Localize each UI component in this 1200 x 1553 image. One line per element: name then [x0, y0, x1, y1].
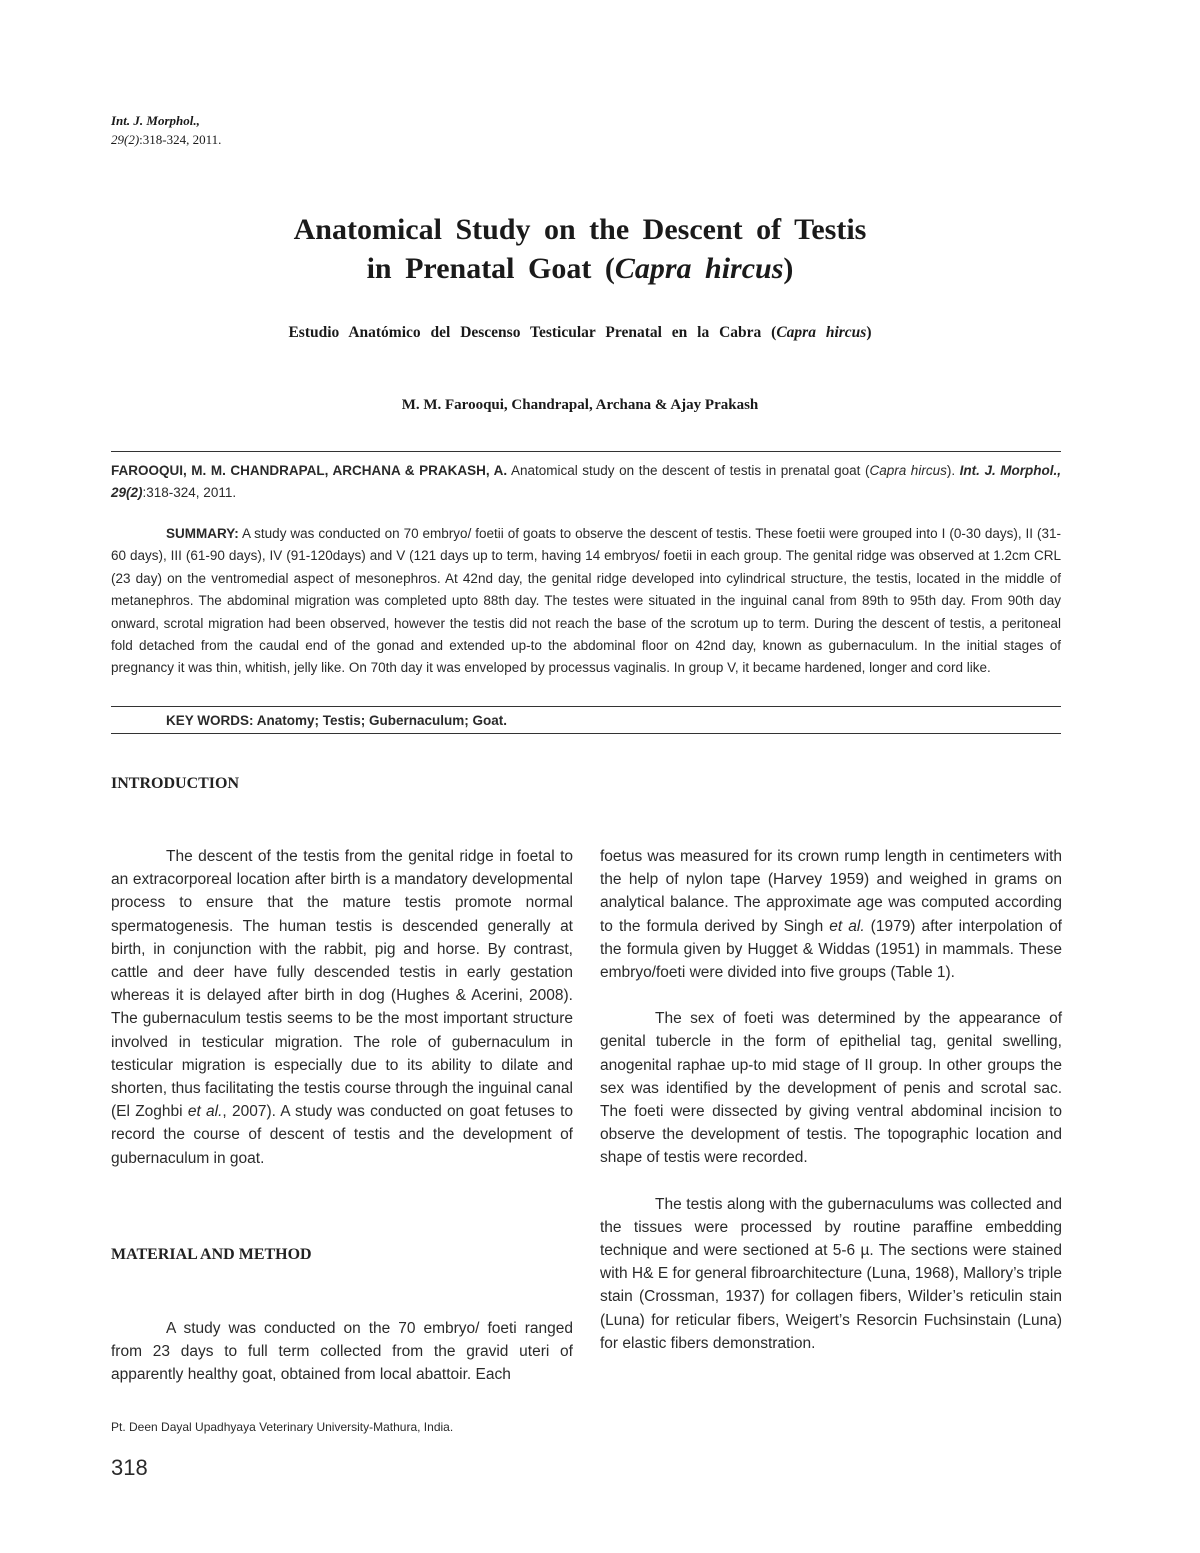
journal-volume: 29(2): [111, 132, 140, 147]
method-paragraph: A study was conducted on the 70 embryo/ foeti ranged from 23 days to full term collected from the gravid uteri of apparently healthy goat, obtained from local abattoir. Each: [111, 1320, 573, 1384]
citation: FAROOQUI, M. M. CHANDRAPAL, ARCHANA & PRAKASH, A. Anatomical study on the descent of testis in prenatal goat (Capra hircus). Int. J. Morphol., 29(2):318-324, 2011.: [111, 463, 1061, 500]
authors: M. M. Farooqui, Chandrapal, Archana & Ajay Prakash: [401, 397, 759, 413]
right-paragraph-1: foetus was measured for its crown rump length in centimeters with the help of nylon tape (Harvey 1959) and weighed in grams on analytical balance. The approximate age was computed according to the formula derived by Singh et al. (1979) after interpolation of the formula given by Hugget & Widdas (1951) in mammals. These embryo/foeti were divided into five groups (Table 1).: [600, 848, 1062, 982]
right-paragraph-2: The sex of foeti was determined by the appearance of genital tubercle in the form of epithelial tag, genital swelling, anogenital raphae up-to mid stage of II group. In other groups the sex was identified by the development of penis and scrotal sac. The foeti were dissected by giving ventral abdominal incision to observe the development of testis. The topographic location and shape of testis were recorded.: [600, 1010, 1062, 1167]
keywords-top-divider: [111, 706, 1061, 707]
summary: [111, 523, 1061, 680]
introduction-paragraph: The descent of the testis from the genital ridge in foetal to an extracorporeal location after birth is a mandatory developmental process to ensure that the mature testis promote normal spermatogenesis. The human testis is descended generally at birth, in conjunction with the rabbit, pig and horse. By contrast, cattle and deer have fully descended testis in early gestation whereas it is delayed after birth in dog (Hughes & Acerini, 2008). The gubernaculum testis seems to be the most important structure involved in testicular migration. The role of gubernaculum in testicular migration is especially due to its ability to dilate and shorten, thus facilitating the testis course through the inguinal canal (El Zoghbi et al., 2007). A study was conducted on goat fetuses to record the course of descent of testis and the development of gubernaculum in goat.: [111, 848, 574, 1167]
affiliation-footnote: Pt. Deen Dayal Upadhyaya Veterinary University-Mathura, India.: [111, 1420, 454, 1434]
subtitle-species: Capra hircus: [776, 324, 867, 341]
title-line-1: Anatomical Study on the Descent of Testis: [293, 213, 867, 246]
title-species: Capra hircus: [614, 252, 784, 285]
journal-pages-year: :318-324, 2011.: [139, 132, 222, 147]
journal-reference: [111, 111, 221, 149]
material-method-heading: MATERIAL AND METHOD: [111, 1246, 312, 1263]
journal-volume-pages: [111, 130, 221, 149]
citation-authors: FAROOQUI, M. M. CHANDRAPAL, ARCHANA & PRAKASH, A.: [111, 463, 508, 478]
top-divider: [111, 451, 1061, 452]
summary-label: SUMMARY:: [166, 526, 239, 541]
left-column: [111, 845, 573, 1170]
keywords-bottom-divider: [111, 733, 1061, 734]
introduction-heading: INTRODUCTION: [111, 775, 240, 792]
method-column: [111, 1317, 573, 1387]
right-column: [600, 845, 1062, 1355]
summary-text: A study was conducted on 70 embryo/ foetii of goats to observe the descent of testis. These foetii were grouped into I (0-30 days), II (31-60 days), III (61-90 days), IV (91-120days) and V (121 days up to term, having 14 embryos/ foetii in each group. The genital ridge was observed at 1.2cm CRL (23 day) on the ventromedial aspect of mesonephros. At 42nd day, the genital ridge developed into cylindrical structure, the testis, located in the middle of metanephros. The abdominal migration was completed upto 88th day. The testes were situated in the inguinal canal from 89th to 95th day. From 90th day onward, scrotal migration had been observed, however the testis did not reach the base of the scrotum up to term. During the descent of testis, a peritoneal fold detached from the caudal end of the gonad and extended up-to the abdominal floor on 42nd day, known as gubernaculum. In the initial stages of pregnancy it was thin, whitish, jelly like. On 70th day it was enveloped by processus vaginalis. In group V, it became hardened, longer and cord like.: [111, 526, 1061, 676]
citation-journal: Int. J. Morphol., 29(2): [111, 463, 1061, 500]
right-paragraph-3: The testis along with the gubernaculums was collected and the tissues were processed by routine paraffine embedding technique and were sectioned at 5-6 µ. The sections were stained with H& E for general fibroarchitecture (Luna, 1968), Mallory’s triple stain (Crossman, 1937) for collagen fibers, Wilder’s reticulin stain (Luna) for reticular fibers, Weigert’s Resorcin Fuchsinstain (Luna) for elastic fibers demonstration.: [600, 1195, 1062, 1352]
journal-name: Int. J. Morphol.,: [111, 113, 200, 128]
keywords: KEY WORDS: Anatomy; Testis; Gubernaculum; Goat.: [166, 713, 508, 728]
spanish-title: Estudio Anatómico del Descenso Testicular Prenatal en la Cabra (Capra hircus): [288, 324, 872, 341]
page-number: 318: [111, 1455, 148, 1480]
title-line-2: in Prenatal Goat (Capra hircus): [366, 252, 794, 285]
citation-species: Capra hircus: [869, 463, 947, 478]
paper-title: [0, 210, 1160, 288]
